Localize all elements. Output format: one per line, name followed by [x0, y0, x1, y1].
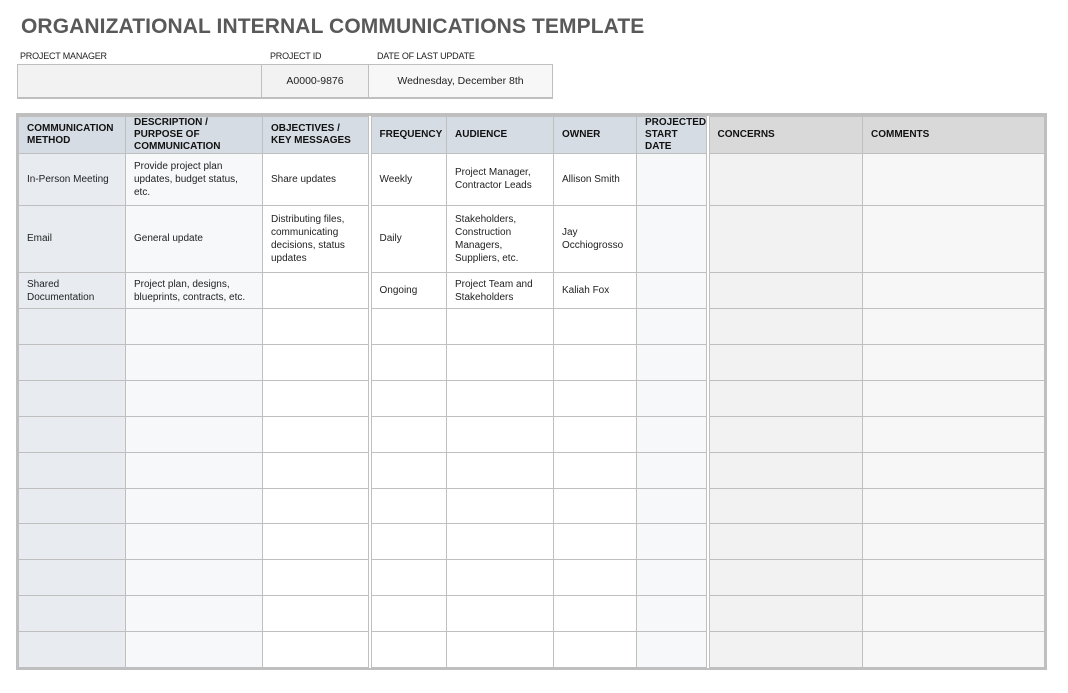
project-id-field[interactable]: A0000-9876 — [262, 65, 369, 97]
cell-audience[interactable] — [447, 560, 554, 596]
cell-frequency[interactable] — [370, 560, 447, 596]
cell-projected-start-date[interactable] — [637, 488, 708, 524]
column-header-audience: AUDIENCE — [447, 117, 554, 154]
cell-owner[interactable] — [554, 416, 637, 452]
cell-communication-method[interactable] — [19, 596, 126, 632]
cell-audience[interactable] — [447, 632, 554, 668]
cell-objectives[interactable] — [263, 596, 370, 632]
cell-communication-method[interactable] — [19, 380, 126, 416]
cell-audience[interactable] — [447, 380, 554, 416]
cell-communication-method[interactable]: Email — [19, 205, 126, 273]
cell-description[interactable] — [126, 416, 263, 452]
cell-description[interactable] — [126, 452, 263, 488]
date-of-last-update-field[interactable]: Wednesday, December 8th — [369, 65, 552, 97]
cell-comments[interactable] — [863, 205, 1045, 273]
table-row — [19, 452, 1045, 488]
cell-projected-start-date[interactable] — [637, 345, 708, 381]
cell-description[interactable] — [126, 488, 263, 524]
cell-description[interactable] — [126, 345, 263, 381]
cell-communication-method[interactable]: In-Person Meeting — [19, 154, 126, 206]
cell-description[interactable]: Provide project plan updates, budget status, etc. — [126, 154, 263, 206]
column-header-projected-start-date: PROJECTED START DATE — [637, 117, 708, 154]
table-row — [19, 154, 1045, 206]
cell-objectives[interactable] — [263, 524, 370, 560]
cell-frequency[interactable]: Daily — [370, 205, 447, 273]
cell-objectives[interactable] — [263, 309, 370, 345]
table-row — [19, 273, 1045, 309]
cell-concerns[interactable] — [708, 309, 863, 345]
cell-projected-start-date[interactable] — [637, 596, 708, 632]
cell-frequency[interactable]: Weekly — [370, 154, 447, 206]
cell-communication-method[interactable] — [19, 416, 126, 452]
cell-comments[interactable] — [863, 154, 1045, 206]
table-row — [19, 596, 1045, 632]
cell-concerns[interactable] — [708, 596, 863, 632]
cell-audience[interactable] — [447, 416, 554, 452]
cell-communication-method[interactable] — [19, 524, 126, 560]
cell-audience[interactable] — [447, 345, 554, 381]
cell-objectives[interactable] — [263, 416, 370, 452]
cell-description[interactable] — [126, 560, 263, 596]
info-labels — [20, 51, 560, 63]
cell-audience[interactable] — [447, 452, 554, 488]
cell-owner[interactable] — [554, 524, 637, 560]
table-row — [19, 380, 1045, 416]
cell-owner[interactable] — [554, 488, 637, 524]
cell-audience[interactable] — [447, 488, 554, 524]
cell-objectives[interactable] — [263, 560, 370, 596]
date-of-last-update-label: DATE OF LAST UPDATE — [377, 51, 475, 61]
cell-comments[interactable] — [863, 560, 1045, 596]
cell-objectives[interactable]: Share updates — [263, 154, 370, 206]
cell-projected-start-date[interactable] — [637, 560, 708, 596]
project-id-label: PROJECT ID — [270, 51, 322, 61]
cell-frequency[interactable] — [370, 524, 447, 560]
page-title: ORGANIZATIONAL INTERNAL COMMUNICATIONS TEMPLATE — [21, 15, 645, 38]
cell-concerns[interactable] — [708, 345, 863, 381]
table-row — [19, 205, 1045, 273]
cell-frequency[interactable] — [370, 452, 447, 488]
cell-frequency[interactable] — [370, 345, 447, 381]
cell-frequency[interactable] — [370, 416, 447, 452]
column-header-communication-method: COMMUNICATION METHOD — [19, 117, 126, 154]
cell-comments[interactable] — [863, 596, 1045, 632]
cell-audience[interactable] — [447, 524, 554, 560]
cell-objectives[interactable] — [263, 488, 370, 524]
cell-objectives[interactable] — [263, 380, 370, 416]
table-row — [19, 632, 1045, 668]
table-row — [19, 416, 1045, 452]
cell-projected-start-date[interactable] — [637, 632, 708, 668]
column-header-objectives: OBJECTIVES / KEY MESSAGES — [263, 117, 370, 154]
cell-audience[interactable] — [447, 596, 554, 632]
cell-objectives[interactable] — [263, 273, 370, 309]
cell-projected-start-date[interactable] — [637, 416, 708, 452]
cell-comments[interactable] — [863, 488, 1045, 524]
cell-comments[interactable] — [863, 345, 1045, 381]
cell-projected-start-date[interactable] — [637, 380, 708, 416]
cell-frequency[interactable] — [370, 596, 447, 632]
cell-concerns[interactable] — [708, 154, 863, 206]
cell-comments[interactable] — [863, 380, 1045, 416]
cell-frequency[interactable]: Ongoing — [370, 273, 447, 309]
cell-owner[interactable] — [554, 345, 637, 381]
project-manager-label: PROJECT MANAGER — [20, 51, 107, 61]
column-header-comments: COMMENTS — [863, 117, 1045, 154]
cell-description[interactable] — [126, 596, 263, 632]
table-row — [19, 560, 1045, 596]
cell-communication-method[interactable] — [19, 560, 126, 596]
cell-concerns[interactable] — [708, 205, 863, 273]
cell-objectives[interactable] — [263, 345, 370, 381]
table-header-row — [19, 117, 1045, 154]
cell-comments[interactable] — [863, 416, 1045, 452]
cell-projected-start-date[interactable] — [637, 452, 708, 488]
cell-projected-start-date[interactable] — [637, 309, 708, 345]
column-header-concerns: CONCERNS — [708, 117, 863, 154]
cell-owner[interactable] — [554, 560, 637, 596]
cell-projected-start-date[interactable] — [637, 154, 708, 206]
cell-comments[interactable] — [863, 632, 1045, 668]
cell-owner[interactable] — [554, 632, 637, 668]
cell-audience[interactable]: Stakeholders, Construction Managers, Suppliers, etc. — [447, 205, 554, 273]
cell-concerns[interactable] — [708, 273, 863, 309]
cell-communication-method[interactable] — [19, 309, 126, 345]
cell-communication-method[interactable] — [19, 632, 126, 668]
communications-table — [16, 113, 1047, 670]
cell-owner[interactable]: Kaliah Fox — [554, 273, 637, 309]
cell-concerns[interactable] — [708, 452, 863, 488]
cell-description[interactable]: Project plan, designs, blueprints, contracts, etc. — [126, 273, 263, 309]
cell-concerns[interactable] — [708, 380, 863, 416]
cell-communication-method[interactable] — [19, 452, 126, 488]
cell-concerns[interactable] — [708, 416, 863, 452]
cell-frequency[interactable] — [370, 380, 447, 416]
cell-comments[interactable] — [863, 273, 1045, 309]
cell-projected-start-date[interactable] — [637, 205, 708, 273]
project-info-box — [17, 64, 553, 99]
cell-description[interactable] — [126, 632, 263, 668]
cell-communication-method[interactable]: Shared Documentation — [19, 273, 126, 309]
cell-audience[interactable] — [447, 309, 554, 345]
cell-communication-method[interactable] — [19, 345, 126, 381]
cell-owner[interactable]: Allison Smith — [554, 154, 637, 206]
cell-concerns[interactable] — [708, 632, 863, 668]
table-row — [19, 309, 1045, 345]
column-header-owner: OWNER — [554, 117, 637, 154]
cell-comments[interactable] — [863, 524, 1045, 560]
cell-audience[interactable]: Project Manager, Contractor Leads — [447, 154, 554, 206]
cell-description[interactable] — [126, 309, 263, 345]
cell-communication-method[interactable] — [19, 488, 126, 524]
cell-description[interactable]: General update — [126, 205, 263, 273]
cell-concerns[interactable] — [708, 524, 863, 560]
cell-owner[interactable] — [554, 452, 637, 488]
cell-owner[interactable] — [554, 309, 637, 345]
cell-objectives[interactable] — [263, 632, 370, 668]
column-header-description: DESCRIPTION / PURPOSE OF COMMUNICATION — [126, 117, 263, 154]
cell-concerns[interactable] — [708, 560, 863, 596]
cell-frequency[interactable] — [370, 632, 447, 668]
cell-owner[interactable] — [554, 596, 637, 632]
cell-objectives[interactable] — [263, 452, 370, 488]
cell-owner[interactable]: Jay Occhiogrosso — [554, 205, 637, 273]
cell-comments[interactable] — [863, 452, 1045, 488]
table-row — [19, 345, 1045, 381]
project-manager-field[interactable] — [18, 65, 262, 97]
cell-concerns[interactable] — [708, 488, 863, 524]
cell-comments[interactable] — [863, 309, 1045, 345]
cell-frequency[interactable] — [370, 309, 447, 345]
column-header-frequency: FREQUENCY — [370, 117, 447, 154]
cell-projected-start-date[interactable] — [637, 273, 708, 309]
cell-projected-start-date[interactable] — [637, 524, 708, 560]
cell-description[interactable] — [126, 380, 263, 416]
cell-frequency[interactable] — [370, 488, 447, 524]
cell-owner[interactable] — [554, 380, 637, 416]
table-row — [19, 524, 1045, 560]
cell-audience[interactable]: Project Team and Stakeholders — [447, 273, 554, 309]
cell-objectives[interactable]: Distributing files, communicating decisions, status updates — [263, 205, 370, 273]
table-row — [19, 488, 1045, 524]
cell-description[interactable] — [126, 524, 263, 560]
